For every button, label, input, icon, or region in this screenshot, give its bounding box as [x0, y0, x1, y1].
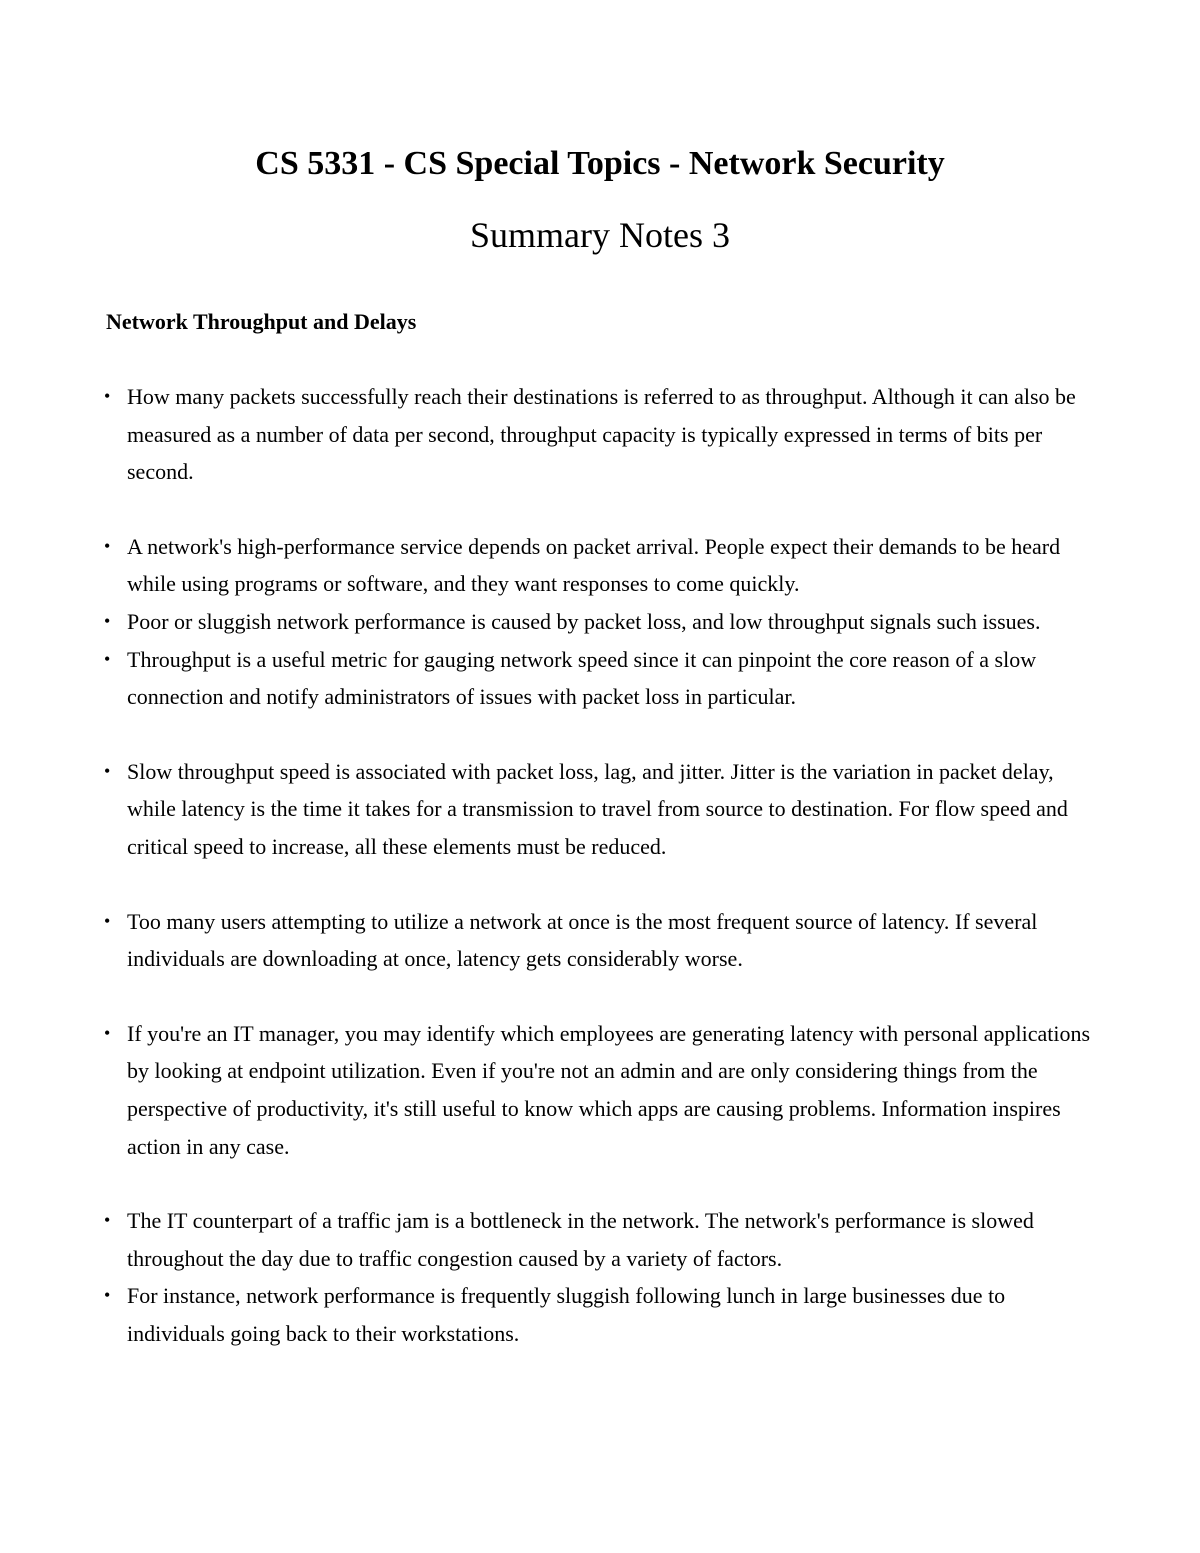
bullet-item — [104, 378, 1104, 491]
bullet-item — [104, 528, 1104, 603]
bullet-text: A network's high-performance service depends on packet arrival. People expect their demands to be heard while using programs or software, and they want responses to come quickly. — [127, 533, 1061, 597]
bullet-item — [104, 753, 1104, 866]
bullet-text: If you're an IT manager, you may identify which employees are generating latency with personal applications by looking at endpoint utilization. Even if you're not an admin and are only considering things from the perspective of productivity, it's still useful to know which apps are causing problems. Information inspires action in any case. — [127, 1020, 1091, 1159]
bullet-item — [104, 1015, 1104, 1165]
bullet-icon: • — [104, 1210, 111, 1231]
bullet-text: How many packets successfully reach their destinations is referred to as throughput. Although it can also be measured as a number of data per second, throughput capacity is typically expressed in terms of bits per second. — [127, 384, 1076, 485]
bullet-icon: • — [104, 760, 111, 781]
bullet-item — [104, 903, 1104, 978]
bullet-icon: • — [104, 1022, 111, 1043]
bullet-text: The IT counterpart of a traffic jam is a bottleneck in the network. The network's performance is slowed throughout the day due to traffic congestion caused by a variety of factors. — [127, 1208, 1034, 1271]
document-subtitle: Summary Notes 3 — [470, 215, 730, 255]
bullet-item — [104, 641, 1104, 716]
bullet-text: Poor or sluggish network performance is caused by packet loss, and low throughput signals such issues. — [127, 608, 1041, 634]
document-title: CS 5331 - CS Special Topics - Network Security — [255, 145, 945, 182]
bullet-icon: • — [104, 648, 111, 669]
bullet-icon: • — [104, 386, 111, 406]
bullet-item — [104, 603, 1104, 641]
bullet-item — [104, 1277, 1104, 1352]
section-heading: Network Throughput and Delays — [106, 309, 417, 334]
bullet-item — [104, 1202, 1104, 1277]
bullet-text: Throughput is a useful metric for gauging network speed since it can pinpoint the core reason of a slow connection and notify administrators of issues with packet loss in particular. — [127, 646, 1037, 710]
bullet-icon: • — [104, 610, 111, 631]
bullet-icon: • — [104, 1285, 111, 1306]
bullet-text: Slow throughput speed is associated with packet loss, lag, and jitter. Jitter is the variation in packet delay, while latency is the time it takes for a transmission to travel from source to destination. For flow speed and critical speed to increase, all these elements must be reduced. — [127, 758, 1068, 859]
bullet-icon: • — [104, 535, 111, 556]
bullet-text: For instance, network performance is frequently sluggish following lunch in large businesses due to individuals going back to their workstations. — [127, 1283, 1006, 1346]
bullet-icon: • — [104, 910, 111, 931]
bullet-text: Too many users attempting to utilize a network at once is the most frequent source of latency. If several individuals are downloading at once, latency gets considerably worse. — [127, 908, 1038, 972]
bullet-list — [104, 378, 1104, 1352]
